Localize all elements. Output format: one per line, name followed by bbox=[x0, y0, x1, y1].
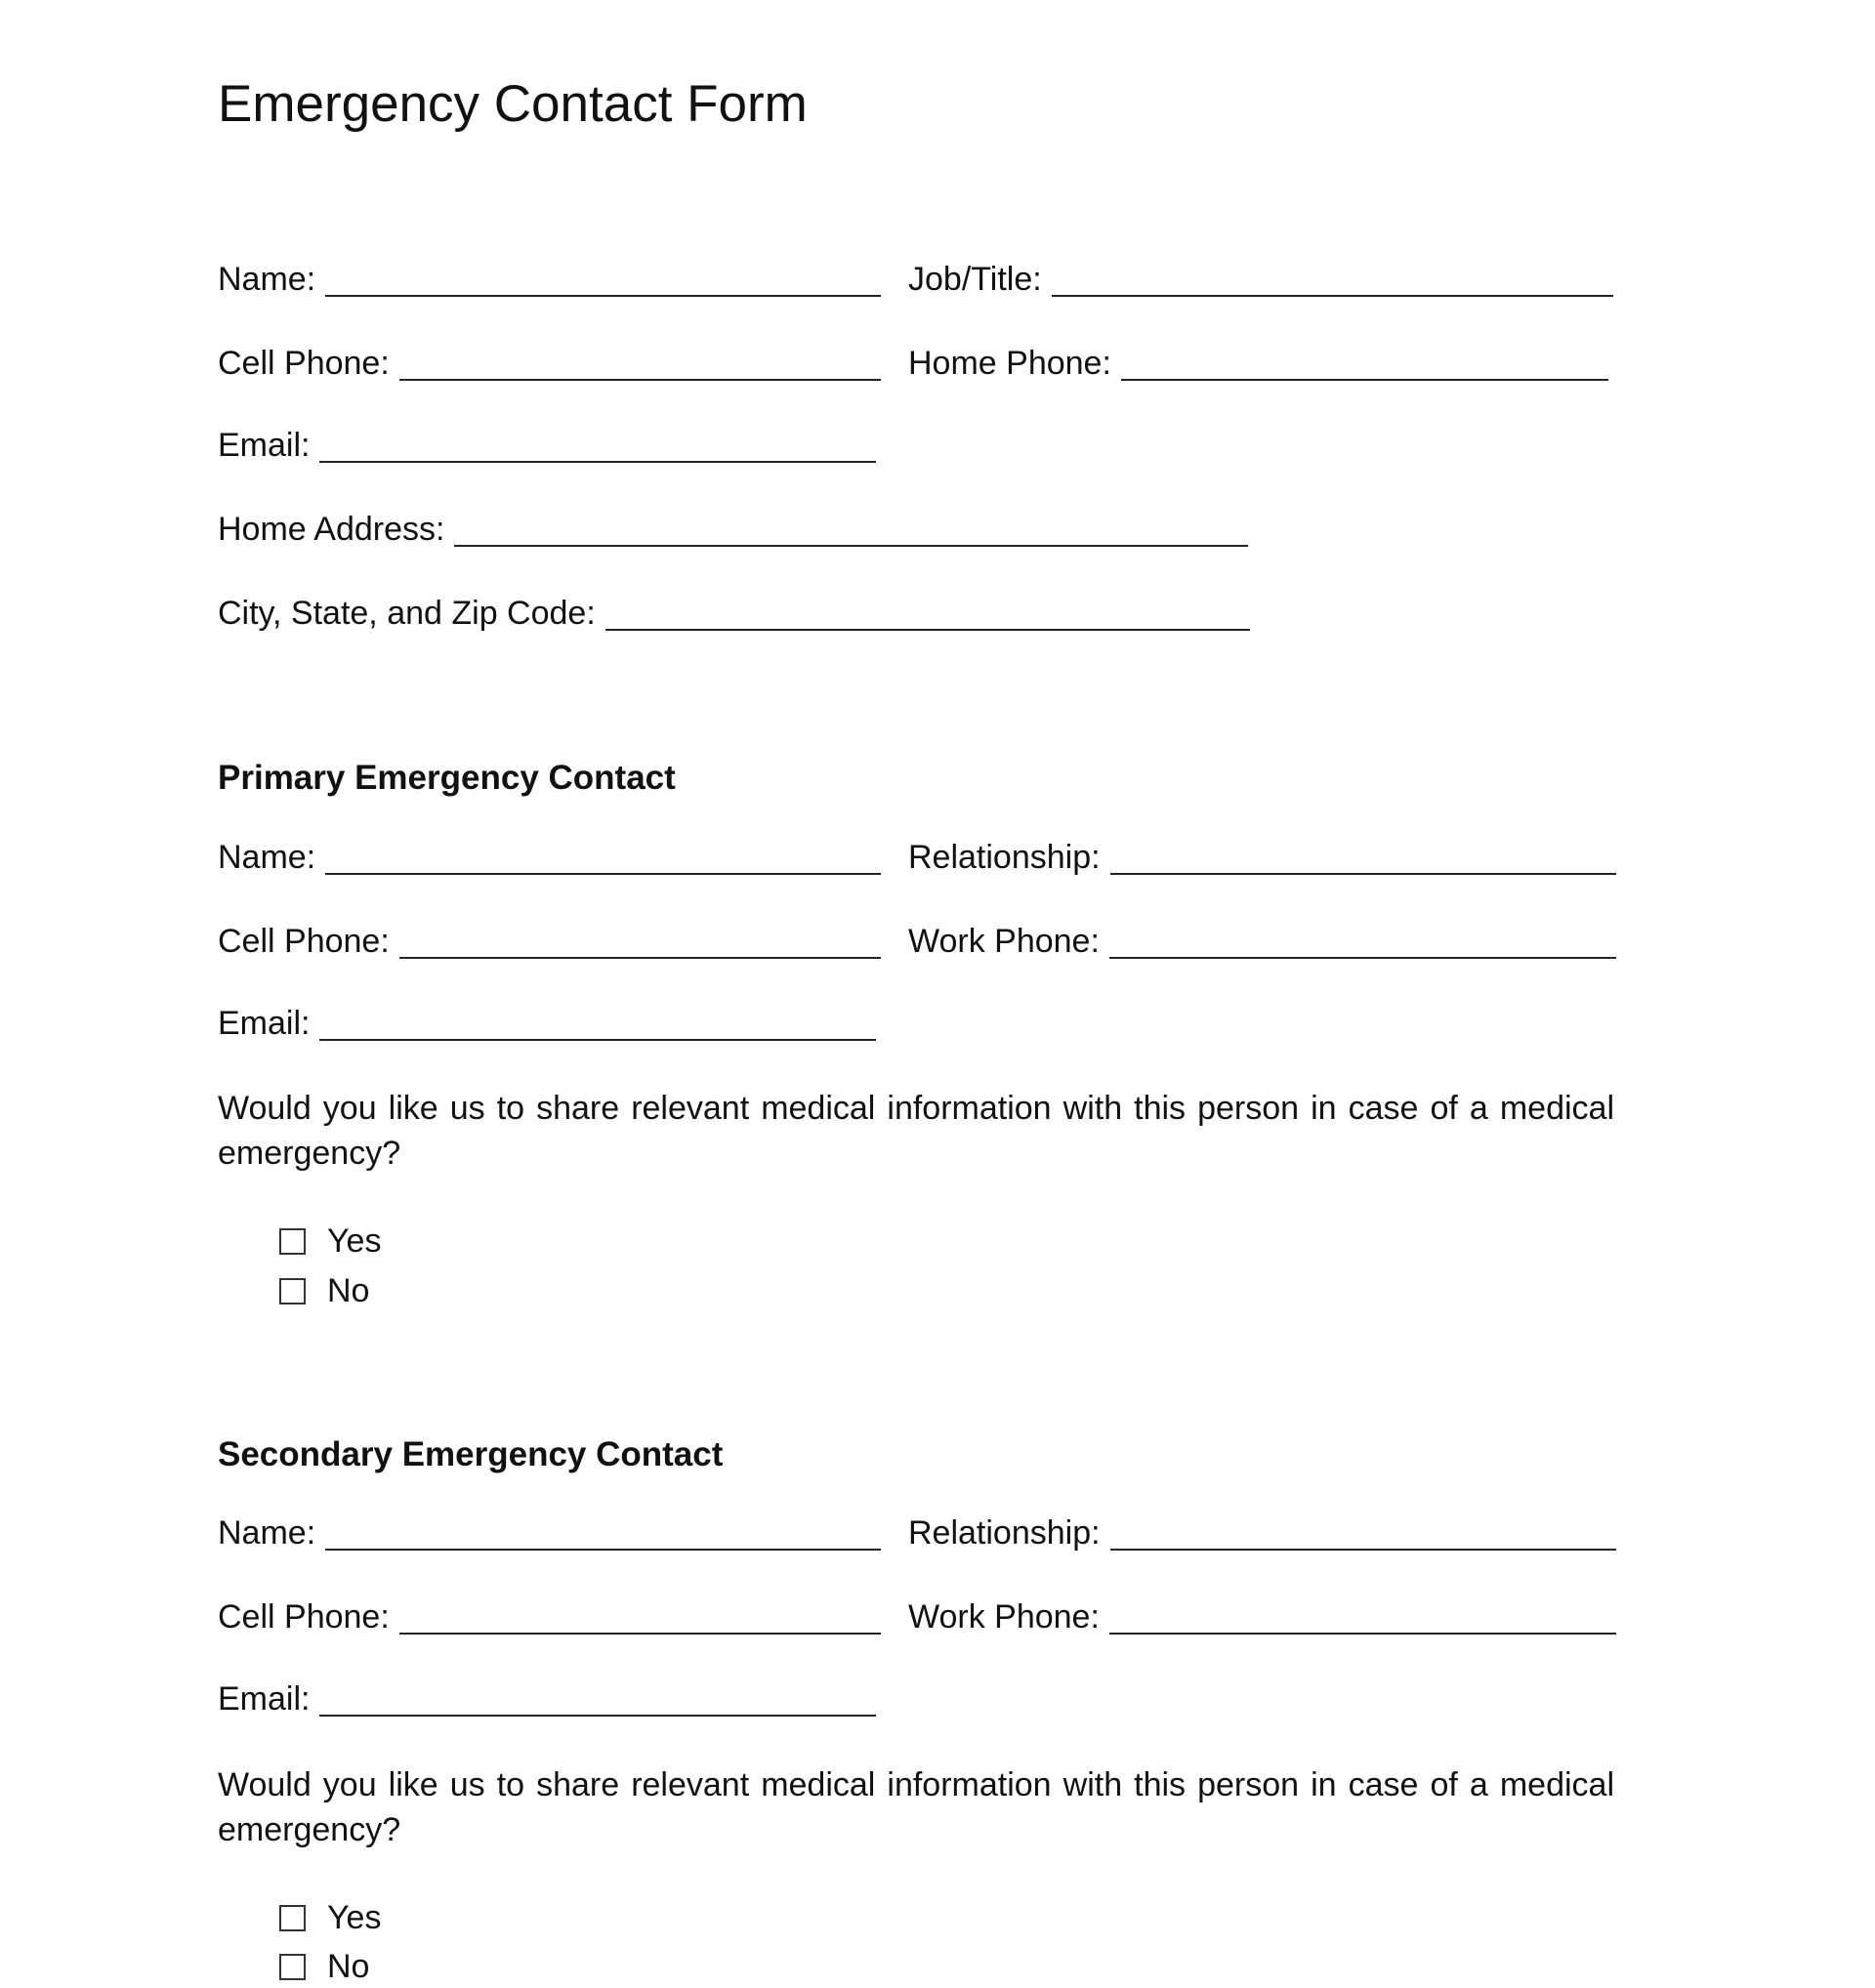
secondary-cell-phone-field bbox=[218, 1597, 881, 1640]
secondary-no-label: No bbox=[327, 1947, 370, 1985]
secondary-email-label: Email: bbox=[218, 1680, 311, 1718]
primary-option-yes[interactable] bbox=[279, 1220, 381, 1263]
primary-name-field bbox=[218, 838, 881, 881]
primary-email-input[interactable] bbox=[319, 1012, 876, 1041]
primary-email-label: Email: bbox=[218, 1005, 311, 1042]
employee-city-state-zip-field bbox=[218, 594, 1250, 637]
secondary-work-phone-field bbox=[908, 1597, 1616, 1640]
employee-home-address-label: Home Address: bbox=[218, 511, 445, 548]
primary-option-no[interactable] bbox=[279, 1269, 369, 1312]
secondary-relationship-field bbox=[908, 1513, 1616, 1556]
primary-relationship-label: Relationship: bbox=[908, 839, 1101, 876]
secondary-yes-checkbox[interactable] bbox=[279, 1905, 306, 1931]
form-title: Emergency Contact Form bbox=[218, 75, 808, 133]
primary-relationship-field bbox=[908, 838, 1616, 881]
secondary-option-yes[interactable] bbox=[279, 1896, 381, 1939]
secondary-work-phone-input[interactable] bbox=[1109, 1605, 1616, 1635]
primary-work-phone-input[interactable] bbox=[1109, 930, 1616, 959]
secondary-share-medical-question: Would you like us to share relevant medical information with this person in case of a medical emergency? bbox=[218, 1766, 1614, 1848]
secondary-contact-heading: Secondary Emergency Contact bbox=[218, 1435, 724, 1473]
employee-home-phone-input[interactable] bbox=[1121, 352, 1608, 381]
employee-city-state-zip-input[interactable] bbox=[605, 601, 1250, 631]
primary-cell-phone-input[interactable] bbox=[399, 930, 881, 959]
employee-home-phone-label: Home Phone: bbox=[908, 345, 1111, 382]
employee-job-title-label: Job/Title: bbox=[908, 261, 1042, 298]
secondary-name-label: Name: bbox=[218, 1514, 316, 1552]
primary-yes-checkbox[interactable] bbox=[279, 1228, 306, 1255]
secondary-cell-phone-label: Cell Phone: bbox=[218, 1598, 390, 1636]
employee-home-phone-field bbox=[908, 344, 1608, 387]
employee-email-label: Email: bbox=[218, 427, 311, 464]
primary-contact-heading: Primary Emergency Contact bbox=[218, 759, 676, 797]
secondary-name-field bbox=[218, 1513, 881, 1556]
secondary-cell-phone-input[interactable] bbox=[399, 1605, 881, 1635]
employee-name-label: Name: bbox=[218, 261, 316, 298]
secondary-name-input[interactable] bbox=[325, 1521, 881, 1551]
employee-email-input[interactable] bbox=[319, 434, 876, 463]
employee-email-field bbox=[218, 426, 876, 469]
secondary-yes-label: Yes bbox=[327, 1898, 382, 1936]
employee-job-title-input[interactable] bbox=[1052, 268, 1613, 297]
primary-name-input[interactable] bbox=[325, 846, 881, 875]
secondary-relationship-input[interactable] bbox=[1110, 1521, 1616, 1551]
employee-home-address-field bbox=[218, 510, 1248, 553]
secondary-work-phone-label: Work Phone: bbox=[908, 1598, 1100, 1636]
secondary-email-field bbox=[218, 1679, 876, 1722]
primary-no-label: No bbox=[327, 1271, 370, 1309]
primary-work-phone-field bbox=[908, 922, 1616, 965]
primary-name-label: Name: bbox=[218, 839, 316, 876]
employee-name-field bbox=[218, 260, 881, 303]
primary-cell-phone-label: Cell Phone: bbox=[218, 923, 390, 960]
employee-cell-phone-label: Cell Phone: bbox=[218, 345, 390, 382]
secondary-email-input[interactable] bbox=[319, 1687, 876, 1717]
secondary-option-no[interactable] bbox=[279, 1945, 369, 1988]
primary-email-field bbox=[218, 1004, 876, 1047]
employee-job-title-field bbox=[908, 260, 1613, 303]
employee-home-address-input[interactable] bbox=[454, 518, 1248, 547]
secondary-no-checkbox[interactable] bbox=[279, 1954, 306, 1980]
primary-share-medical-question: Would you like us to share relevant medical information with this person in case of a medical emergency? bbox=[218, 1090, 1614, 1172]
primary-relationship-input[interactable] bbox=[1110, 846, 1616, 875]
employee-name-input[interactable] bbox=[325, 268, 881, 297]
primary-yes-label: Yes bbox=[327, 1222, 382, 1260]
primary-work-phone-label: Work Phone: bbox=[908, 923, 1100, 960]
primary-no-checkbox[interactable] bbox=[279, 1278, 306, 1305]
employee-cell-phone-field bbox=[218, 344, 881, 387]
employee-cell-phone-input[interactable] bbox=[399, 352, 881, 381]
primary-cell-phone-field bbox=[218, 922, 881, 965]
employee-city-state-zip-label: City, State, and Zip Code: bbox=[218, 595, 596, 632]
secondary-relationship-label: Relationship: bbox=[908, 1514, 1101, 1552]
